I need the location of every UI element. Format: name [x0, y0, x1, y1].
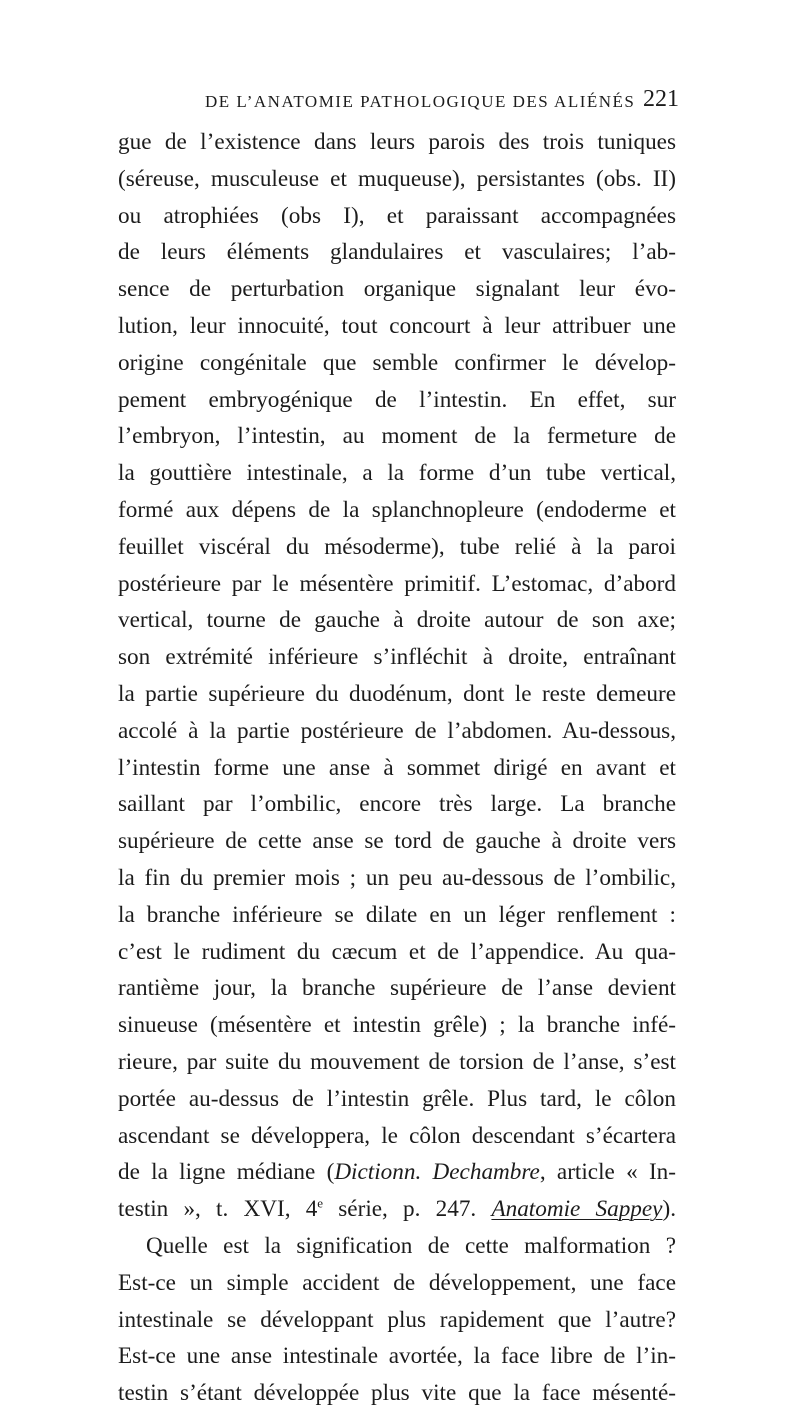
- text-line: ascendant se développera, le côlon descendant s’écartera: [118, 1122, 676, 1149]
- text-line: gue de l’existence dans leurs parois des trois tuniques: [118, 129, 676, 155]
- text-line: supérieure de cette anse se tord de gauche à droite vers: [118, 828, 676, 855]
- citation-title: Anatomie Sappey: [491, 1196, 663, 1223]
- text-run: série, p. 247.: [323, 1196, 492, 1223]
- text-line: rieure, par suite du mouvement de torsion de l’anse, s’est: [118, 1048, 676, 1075]
- body-text: [118, 124, 676, 1412]
- text-run: ).: [662, 1196, 676, 1223]
- text-line: c’est le rudiment du cæcum et de l’appendice. Au qua-: [118, 938, 676, 965]
- page-number: 221: [643, 86, 679, 112]
- superscript: e: [317, 1195, 324, 1211]
- text-line: origine congénitale que semble confirmer le dévelop-: [118, 349, 676, 376]
- text-line: feuillet viscéral du mésoderme), tube relié à la paroi: [118, 533, 676, 560]
- text-line: formé aux dépens de la splanchnopleure (endoderme et: [118, 496, 676, 523]
- text-line: Est-ce un simple accident de développement, une face: [118, 1269, 676, 1296]
- citation-title: Dictionn. Dechambre: [334, 1159, 540, 1186]
- text-line: [118, 1154, 676, 1191]
- text-line: la branche inférieure se dilate en un léger renflement :: [118, 901, 676, 928]
- text-line: pement embryogénique de l’intestin. En effet, sur: [118, 386, 676, 413]
- text-line: postérieure par le mésentère primitif. L’estomac, d’abord: [118, 570, 676, 597]
- text-line: la partie supérieure du duodénum, dont le reste demeure: [118, 680, 676, 707]
- text-line: sence de perturbation organique signalant leur évo-: [118, 276, 676, 303]
- text-line: ou atrophiées (obs I), et paraissant accompagnées: [118, 202, 676, 229]
- text-line: intestinale se développant plus rapidement que l’autre?: [118, 1306, 676, 1333]
- text-line: l’intestin forme une anse à sommet dirigé en avant et: [118, 754, 676, 781]
- text-line: Quelle est la signification de cette malformation ?: [146, 1232, 676, 1259]
- text-line: testin s’étant développée plus vite que la face mésenté-: [118, 1380, 676, 1407]
- text-line: son extrémité inférieure s’infléchit à droite, entraînant: [118, 644, 676, 671]
- text-line: la gouttière intestinale, a la forme d’un tube vertical,: [118, 460, 676, 487]
- text-line: lution, leur innocuité, tout concourt à leur attribuer une: [118, 312, 676, 339]
- text-line: vertical, tourne de gauche à droite autour de son axe;: [118, 607, 676, 634]
- text-line: la fin du premier mois ; un peu au-dessous de l’ombilic,: [118, 864, 676, 891]
- text-line: accolé à la partie postérieure de l’abdomen. Au-dessous,: [118, 717, 676, 744]
- text-run: , article « In-: [539, 1159, 676, 1186]
- text-line: [118, 1191, 676, 1228]
- text-run: testin », t. XVI, 4: [118, 1196, 318, 1223]
- text-line: rantième jour, la branche supérieure de l’anse devient: [118, 975, 676, 1002]
- text-line: de leurs éléments glandulaires et vasculaires; l’ab-: [118, 239, 676, 266]
- text-run: de la ligne médiane (: [118, 1159, 335, 1186]
- text-line: (séreuse, musculeuse et muqueuse), persistantes (obs. II): [118, 165, 676, 192]
- text-line: Est-ce une anse intestinale avortée, la face libre de l’in-: [118, 1343, 676, 1370]
- text-line: portée au-dessus de l’intestin grêle. Plus tard, le côlon: [118, 1085, 676, 1112]
- text-line: saillant par l’ombilic, encore très large. La branche: [118, 791, 676, 818]
- text-line: l’embryon, l’intestin, au moment de la fermeture de: [118, 423, 676, 450]
- text-line: sinueuse (mésentère et intestin grêle) ; la branche infé-: [118, 1012, 676, 1039]
- running-head: DE L’ANATOMIE PATHOLOGIQUE DES ALIÉNÉS: [205, 92, 636, 111]
